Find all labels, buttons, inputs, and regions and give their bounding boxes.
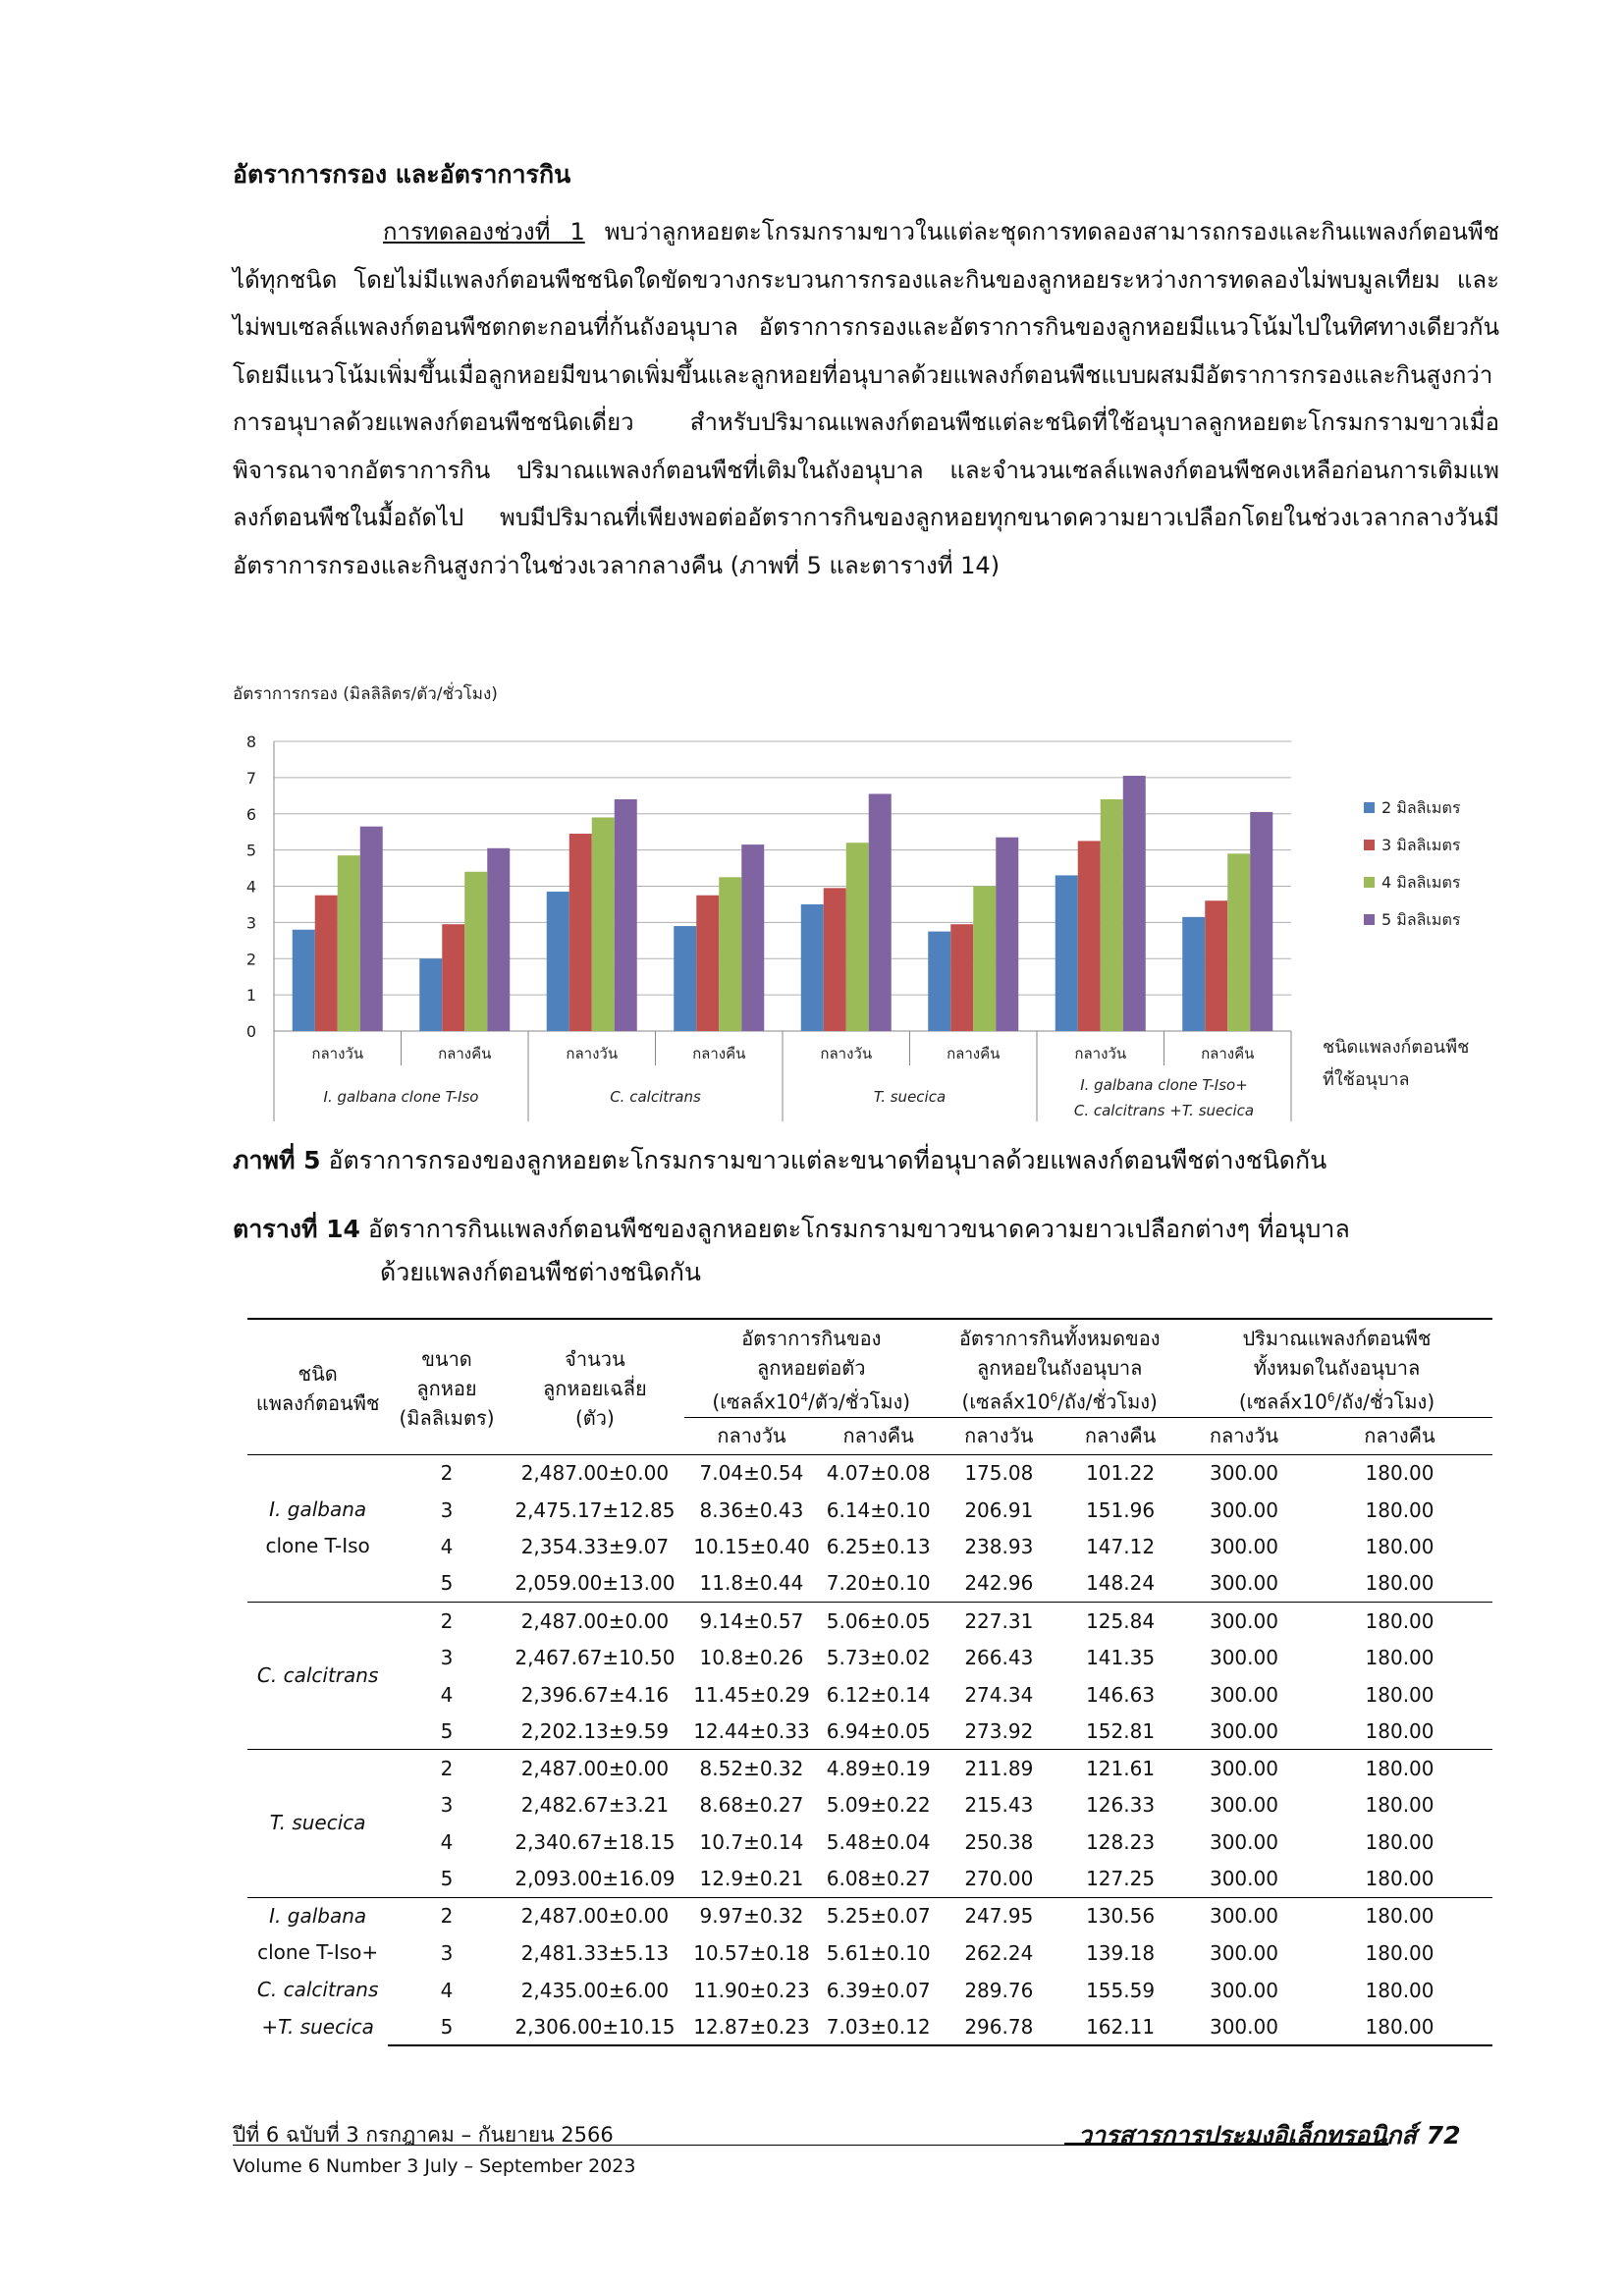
table-cell: 151.96 [1086, 1497, 1156, 1522]
table-cell: 10.7±0.14 [699, 1829, 804, 1854]
y-axis-title: อัตราการกรอง (มิลลิลิตร/ตัว/ชั่วโมง) [233, 684, 498, 704]
section-heading: อัตราการกรอง และอัตราการกิน [233, 160, 571, 189]
table-cell: 2 [388, 1454, 505, 1492]
table-row [247, 1787, 1492, 1824]
table-cell: 273.92 [964, 1718, 1034, 1743]
y-tick-label: 0 [245, 1022, 256, 1041]
table-cell: 180.00 [1307, 2008, 1492, 2045]
header-amount-night: กลางคืน [1307, 1417, 1492, 1454]
figure-caption [233, 1141, 1326, 1180]
header-rate-night: กลางคืน [819, 1417, 939, 1454]
table-cell: 128.23 [1086, 1829, 1156, 1854]
table-cell: 211.89 [938, 1750, 1059, 1787]
table-cell: 5.73±0.02 [826, 1645, 931, 1669]
species-cell [247, 1454, 388, 1602]
y-tick-label: 5 [245, 841, 256, 860]
table-cell: 300.00 [1209, 1718, 1278, 1743]
header-total: อัตราการกินทั้งหมดของ ลูกหอยในถังอนุบาล (เซลล์$x10^6/$ถัง/ชั่วโมง) [938, 1319, 1181, 1417]
bar-5mm [615, 799, 637, 1031]
table-cell: 270.00 [964, 1867, 1034, 1891]
table-cell: 2,202.13±9.59 [520, 1718, 670, 1743]
table-row [247, 1861, 1492, 1898]
legend-label: 2 มิลลิเมตร [1381, 798, 1461, 817]
y-tick-label: 8 [245, 733, 256, 751]
header-total-night: กลางคืน [1059, 1417, 1181, 1454]
paragraph-body: พบว่าลูกหอยตะโกรมกรามขาวในแต่ละชุดการทดลองสามารถกรองและกินแพลงก์ตอนพืชได้ทุกชนิด โดยไม่มีแพลงก์ตอนพืชชนิดใดขัดขวางกระบวนการกรองและกินของลูกหอยระหว่างการทดลองไม่พบมูลเทียม และไม่พบเซลล์แพลงก์ตอนพืชตกตะกอนที่ก้นถังอนุบาล อัตราการกรองและอัตราการกินของลูกหอยมีแนวโน้มไปในทิศทางเดียวกัน โดยมีแนวโน้มเพิ่มขึ้นเมื่อลูกหอยมีขนาดเพิ่มขึ้นและลูกหอยที่อนุบาลด้วยแพลงก์ตอนพืชแบบผสมมีอัตราการกรองและกินสูงกว่าการอนุบาลด้วยแพลงก์ตอนพืชชนิดเดี่ยว สำหรับปริมาณแพลงก์ตอนพืชแต่ละชนิดที่ใช้อนุบาลลูกหอยตะโกรมกรามขาวเมื่อพิจารณาจากอัตราการกิน ปริมาณแพลงก์ตอนพืชที่เติมในถังอนุบาล และจำนวนเซลล์แพลงก์ตอนพืชคงเหลือก่อนการเติมแพลงก์ตอนพืชในมื้อถัดไป พบมีปริมาณที่เพียงพอต่ออัตราการกินของลูกหอยทุกขนาดความยาวเปลือกโดยในช่วงเวลากลางวันมีอัตราการกรองและกินสูงกว่าในช่วงเวลากลางคืน (ภาพที่ 5 และตารางที่ 14) [233, 218, 1499, 579]
category-label: กลางวัน [566, 1045, 619, 1062]
table-cell: 11.8±0.44 [699, 1571, 804, 1596]
table-cell: 180.00 [1307, 1750, 1492, 1787]
species-label: C. calcitrans [256, 1977, 379, 2001]
table-cell: 9.14±0.57 [684, 1603, 819, 1640]
table-row [247, 1639, 1492, 1676]
table-cell: 180.00 [1365, 1645, 1435, 1669]
bar-3mm [1078, 841, 1101, 1031]
table-cell: 6.08±0.27 [826, 1867, 931, 1891]
y-tick-label: 3 [245, 913, 256, 933]
table-row [247, 1676, 1492, 1714]
table-cell: 2,487.00±0.00 [506, 1750, 684, 1787]
table-cell: 10.57±0.18 [693, 1940, 810, 1965]
bar-3mm [824, 888, 846, 1031]
table-cell: 6.94±0.05 [826, 1718, 931, 1743]
table-cell: 180.00 [1307, 1603, 1492, 1640]
table-cell: 2,354.33±9.07 [520, 1535, 670, 1559]
species-label: +T. suecica [261, 2014, 374, 2039]
table-cell: 8.36±0.43 [699, 1497, 804, 1522]
table-cell: 125.84 [1059, 1603, 1181, 1640]
category-label: กลางวัน [820, 1045, 873, 1062]
journal-name: วารสารการประมงอิเล็กทรอนิกส์ [1078, 2121, 1417, 2150]
bar-2mm [547, 892, 569, 1031]
footer-volume-english: Volume 6 Number 3 July – September 2023 [233, 2155, 636, 2177]
table-row [247, 1603, 1492, 1640]
table-cell: 2,487.00±0.00 [506, 1603, 684, 1640]
table-cell: 2,093.00±16.09 [514, 1867, 676, 1891]
table-cell: 180.00 [1365, 1940, 1435, 1965]
bar-2mm [674, 926, 696, 1031]
table-cell: 12.9±0.21 [699, 1867, 804, 1891]
bar-3mm [315, 896, 338, 1031]
y-tick-label: 4 [245, 877, 256, 897]
bar-5mm [741, 844, 764, 1031]
table-caption-text: อัตราการกินแพลงก์ตอนพืชของลูกหอยตะโกรมกรามขาวขนาดความยาวเปลือกต่างๆ ที่อนุบาล [359, 1215, 1350, 1243]
table-cell: 12.87±0.23 [684, 2008, 819, 2045]
table-cell: 5 [388, 2008, 505, 2045]
table-cell: 6.14±0.10 [826, 1497, 931, 1522]
table-cell: 139.18 [1086, 1940, 1156, 1965]
table-cell: 180.00 [1365, 1497, 1435, 1522]
table-cell: 146.63 [1086, 1682, 1156, 1707]
table-cell: 8.52±0.32 [684, 1750, 819, 1787]
header-amount: ปริมาณแพลงก์ตอนพืช ทั้งหมดในถังอนุบาล (เซลล์$x10^6/$ถัง/ชั่วโมง) [1181, 1319, 1492, 1417]
table-cell: 6.12±0.14 [826, 1682, 931, 1707]
table-cell: 5 [440, 1718, 454, 1743]
table-cell: 127.25 [1086, 1867, 1156, 1891]
bar-2mm [928, 932, 950, 1031]
bar-4mm [846, 843, 869, 1031]
table-cell: 300.00 [1181, 1897, 1307, 1934]
group-label: I. galbana clone T-Iso [323, 1088, 479, 1106]
header-total-day: กลางวัน [938, 1417, 1059, 1454]
species-cell [247, 1603, 388, 1750]
table-cell: 180.00 [1365, 1793, 1435, 1818]
group-label: C. calcitrans +T. suecica [1073, 1102, 1255, 1119]
table-cell: 300.00 [1209, 1867, 1278, 1891]
bar-5mm [360, 827, 383, 1031]
bar-2mm [419, 958, 442, 1031]
species-label: T. suecica [269, 1811, 366, 1835]
table-cell: 2,487.00±0.00 [506, 1897, 684, 1934]
table-cell: 4 [440, 1535, 454, 1559]
bar-3mm [569, 834, 592, 1031]
legend-label: 5 มิลลิเมตร [1381, 910, 1461, 929]
table-cell: 7.03±0.12 [819, 2008, 939, 2045]
table-cell: 2,306.00±10.15 [506, 2008, 684, 2045]
table-cell: 266.43 [964, 1645, 1034, 1669]
table-cell: 180.00 [1365, 1535, 1435, 1559]
species-label: clone T-Iso+ [257, 1940, 379, 1965]
table-cell: 2,396.67±4.16 [520, 1682, 670, 1707]
table-cell: 147.12 [1086, 1535, 1156, 1559]
table-cell: 10.8±0.26 [699, 1645, 804, 1669]
legend-swatch [1364, 877, 1375, 888]
footer-volume-thai: ปีที่ 6 ฉบับที่ 3 กรกฎาคม – กันยายน 2566 [233, 2123, 614, 2147]
table-cell: 2 [388, 1750, 505, 1787]
table-row [247, 1750, 1492, 1787]
table-cell: 238.93 [964, 1535, 1034, 1559]
category-label: กลางคืน [438, 1045, 492, 1062]
table-cell: 300.00 [1209, 1535, 1278, 1559]
header-species: ชนิด แพลงก์ตอนพืช [247, 1319, 388, 1454]
category-label: กลางวัน [1074, 1045, 1127, 1062]
table-caption-cont: ด้วยแพลงก์ตอนพืชต่างชนิดกัน [380, 1258, 701, 1286]
header-rate-day: กลางวัน [684, 1417, 819, 1454]
table-cell: 2,482.67±3.21 [520, 1793, 670, 1818]
table-cell: 4 [440, 1829, 454, 1854]
table-cell: 300.00 [1209, 1645, 1278, 1669]
table-cell: 141.35 [1086, 1645, 1156, 1669]
table-14 [247, 1318, 1492, 2046]
bar-3mm [696, 896, 719, 1031]
table-cell: 6.39±0.07 [826, 1978, 931, 2002]
legend-label: 3 มิลลิเมตร [1381, 836, 1461, 854]
table-cell: 300.00 [1181, 2008, 1307, 2045]
header-size: ขนาด ลูกหอย (มิลลิเมตร) [388, 1319, 505, 1454]
table-cell: 2,435.00±6.00 [520, 1978, 670, 2002]
species-label: I. galbana [269, 1903, 367, 1928]
table-cell: 180.00 [1365, 1571, 1435, 1596]
table-cell: 5.09±0.22 [826, 1793, 931, 1818]
bar-3mm [442, 924, 464, 1031]
table-row [247, 1492, 1492, 1529]
bar-5mm [1123, 776, 1146, 1031]
table-cell: 12.44±0.33 [693, 1718, 810, 1743]
table-cell: 247.95 [938, 1897, 1059, 1934]
table-row [247, 1823, 1492, 1861]
table-cell: 300.00 [1209, 1829, 1278, 1854]
x-axis-title: ชนิดแพลงก์ตอนพืช [1323, 1037, 1470, 1058]
header-rate: อัตราการกินของ ลูกหอยต่อตัว (เซลล์$x10^4/$ตัว/ชั่วโมง) [684, 1319, 938, 1417]
table-row [247, 1528, 1492, 1565]
bar-4mm [719, 877, 741, 1031]
table-cell: 5.25±0.07 [819, 1897, 939, 1934]
table-cell: 180.00 [1307, 1897, 1492, 1934]
category-label: กลางวัน [311, 1045, 364, 1062]
legend-swatch [1364, 840, 1375, 850]
table-cell: 11.90±0.23 [693, 1978, 810, 2002]
figure-caption-text: อัตราการกรองของลูกหอยตะโกรมกรามขาวแต่ละขนาดที่อนุบาลด้วยแพลงก์ตอนพืชต่างชนิดกัน [320, 1146, 1327, 1174]
bar-5mm [996, 838, 1018, 1031]
table-cell: 300.00 [1209, 1682, 1278, 1707]
bar-2mm [1056, 875, 1078, 1031]
group-label: I. galbana clone T-Iso+ [1080, 1076, 1248, 1094]
table-cell: 2,475.17±12.85 [514, 1497, 676, 1522]
table-cell: 300.00 [1181, 1750, 1307, 1787]
table-cell: 152.81 [1086, 1718, 1156, 1743]
category-label: กลางคืน [1201, 1045, 1255, 1062]
group-label: T. suecica [873, 1088, 947, 1106]
table-cell: 7.20±0.10 [826, 1571, 931, 1596]
table-cell: 289.76 [964, 1978, 1034, 2002]
body-paragraph [233, 208, 1499, 589]
table-cell: 2 [388, 1897, 505, 1934]
table-cell: 5.06±0.05 [819, 1603, 939, 1640]
table-cell: 3 [440, 1940, 454, 1965]
table-cell: 7.04±0.54 [684, 1454, 819, 1492]
table-cell: 2,481.33±5.13 [520, 1940, 670, 1965]
table-cell: 11.45±0.29 [693, 1682, 810, 1707]
species-label: clone T-Iso [265, 1534, 370, 1558]
table-cell: 4 [440, 1682, 454, 1707]
bar-5mm [869, 793, 892, 1031]
table-cell: 180.00 [1365, 1682, 1435, 1707]
table-row [247, 1897, 1492, 1934]
bar-4mm [1227, 853, 1250, 1031]
table-cell: 2,467.67±10.50 [514, 1645, 676, 1669]
bar-3mm [1205, 900, 1227, 1031]
y-tick-label: 1 [245, 986, 256, 1006]
table-cell: 5.48±0.04 [826, 1829, 931, 1854]
y-tick-label: 6 [245, 804, 256, 824]
bar-5mm [1250, 812, 1272, 1031]
footer-journal [1078, 2116, 1460, 2155]
table-cell: 3 [440, 1793, 454, 1818]
table-cell: 155.59 [1086, 1978, 1156, 2002]
table-cell: 274.34 [964, 1682, 1034, 1707]
table-body [247, 1454, 1492, 2045]
table-cell: 101.22 [1059, 1454, 1181, 1492]
species-label: C. calcitrans [256, 1662, 379, 1687]
table-cell: 180.00 [1365, 1718, 1435, 1743]
species-label: I. galbana [269, 1497, 367, 1521]
table-cell: 2 [388, 1603, 505, 1640]
legend-label: 4 มิลลิเมตร [1381, 873, 1461, 892]
page-number: 72 [1426, 2121, 1461, 2150]
table-cell: 300.00 [1181, 1603, 1307, 1640]
table-cell: 6.25±0.13 [826, 1535, 931, 1559]
table-label: ตารางที่ 14 [233, 1215, 360, 1243]
table-row [247, 1934, 1492, 1972]
footer-rule-thin [233, 2145, 1067, 2146]
table-cell: 4.07±0.08 [819, 1454, 939, 1492]
bar-4mm [338, 855, 360, 1031]
table-cell: 126.33 [1086, 1793, 1156, 1818]
table-cell: 180.00 [1307, 1454, 1492, 1492]
paragraph-lead: การทดลองช่วงที่ 1 [383, 218, 585, 245]
table-cell: 180.00 [1365, 1978, 1435, 2002]
table-cell: 3 [440, 1497, 454, 1522]
category-label: กลางคืน [947, 1045, 1001, 1062]
table-cell: 5.61±0.10 [826, 1940, 931, 1965]
table-cell: 2,487.00±0.00 [506, 1454, 684, 1492]
table-cell: 130.56 [1059, 1897, 1181, 1934]
table-cell: 300.00 [1209, 1793, 1278, 1818]
table-row [247, 2008, 1492, 2045]
species-cell [247, 1750, 388, 1897]
table-cell: 162.11 [1059, 2008, 1181, 2045]
table-cell: 227.31 [938, 1603, 1059, 1640]
legend-swatch [1364, 802, 1375, 813]
table-cell: 5 [440, 1867, 454, 1891]
table-cell: 262.24 [964, 1940, 1034, 1965]
table-cell: 121.61 [1059, 1750, 1181, 1787]
bar-2mm [293, 930, 315, 1031]
table-cell: 296.78 [938, 2008, 1059, 2045]
bar-4mm [973, 887, 996, 1032]
table-caption [233, 1208, 1509, 1294]
species-cell [247, 1897, 388, 2045]
table-row [247, 1454, 1492, 1492]
table-cell: 10.15±0.40 [693, 1535, 810, 1559]
header-count: จำนวน ลูกหอยเฉลี่ย (ตัว) [506, 1319, 684, 1454]
table-cell: 2,059.00±13.00 [514, 1571, 676, 1596]
table-cell: 250.38 [964, 1829, 1034, 1854]
bar-5mm [487, 848, 510, 1031]
bar-4mm [1101, 799, 1123, 1031]
table-cell: 4.89±0.19 [819, 1750, 939, 1787]
x-axis-title: ที่ใช้อนุบาล [1323, 1069, 1410, 1090]
table-cell: 300.00 [1209, 1978, 1278, 2002]
bar-4mm [592, 817, 615, 1031]
table-cell: 242.96 [964, 1571, 1034, 1596]
bar-3mm [950, 924, 973, 1031]
table-cell: 180.00 [1365, 1829, 1435, 1854]
table-cell: 175.08 [938, 1454, 1059, 1492]
figure-label: ภาพที่ 5 [233, 1146, 321, 1174]
header-amount-day: กลางวัน [1181, 1417, 1307, 1454]
bar-2mm [1182, 917, 1205, 1031]
table-cell: 300.00 [1209, 1940, 1278, 1965]
table-cell: 300.00 [1209, 1497, 1278, 1522]
y-tick-label: 7 [245, 768, 256, 788]
table-cell: 180.00 [1365, 1867, 1435, 1891]
table-cell: 3 [440, 1645, 454, 1669]
category-label: กลางคืน [692, 1045, 746, 1062]
bar-chart-svg [233, 676, 1509, 1137]
table-cell: 300.00 [1209, 1571, 1278, 1596]
table-cell: 9.97±0.32 [684, 1897, 819, 1934]
bar-2mm [801, 904, 824, 1031]
table-row [247, 1972, 1492, 2009]
table-cell: 8.68±0.27 [699, 1793, 804, 1818]
y-tick-label: 2 [245, 950, 256, 969]
table-cell: 300.00 [1181, 1454, 1307, 1492]
legend-swatch [1364, 914, 1375, 925]
table-row [247, 1713, 1492, 1750]
table-cell: 206.91 [964, 1497, 1034, 1522]
figure-5-chart [233, 676, 1509, 1137]
table-row [247, 1565, 1492, 1603]
group-label: C. calcitrans [610, 1088, 701, 1106]
bar-4mm [464, 872, 487, 1031]
table-cell: 148.24 [1086, 1571, 1156, 1596]
table-cell: 5 [440, 1571, 454, 1596]
table-cell: 2,340.67±18.15 [514, 1829, 676, 1854]
table-cell: 4 [440, 1978, 454, 2002]
table-cell: 215.43 [964, 1793, 1034, 1818]
